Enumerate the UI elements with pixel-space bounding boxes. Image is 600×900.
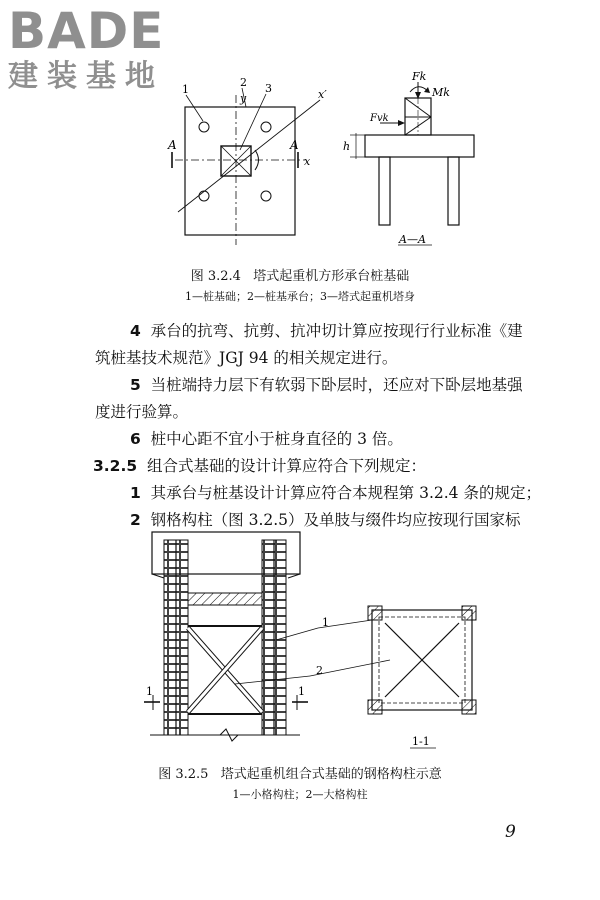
- item-1: 1 其承台与桩基设计计算应符合本规程第 3.2.4 条的规定；: [130, 484, 541, 502]
- label-h: h: [343, 140, 351, 153]
- label-a-right: A: [290, 138, 299, 152]
- label-fig2-2: 2: [316, 664, 323, 677]
- corner-column: [368, 606, 382, 620]
- logo-brand: BADE: [8, 2, 165, 60]
- label-xprime: x′: [318, 88, 327, 101]
- corner-column: [368, 700, 382, 714]
- label-y: y: [240, 92, 247, 105]
- label-fvk: Fvk: [370, 113, 389, 124]
- figure-2-legend: 1—小格构柱；2—大格构柱: [232, 788, 368, 801]
- figure-1-legend: 1—桩基础；2—桩基承台；3—塔式起重机塔身: [185, 290, 415, 303]
- figure-2-caption: 图 3.2.5 塔式起重机组合式基础的钢格构柱示意: [158, 767, 442, 782]
- label-section-aa: A—A: [399, 233, 426, 246]
- paragraph-5-line-2: 度进行验算。: [95, 403, 189, 421]
- label-section-right: 1: [298, 685, 305, 698]
- label-2: 2: [240, 76, 247, 89]
- paragraph-6: 6 桩中心距不宜小于桩身直径的 3 倍。: [130, 430, 403, 448]
- paragraph-4-line-1: 4 承台的抗弯、抗剪、抗冲切计算应按现行行业标准《建: [130, 322, 523, 340]
- clause-3-2-5: 3.2.5 组合式基础的设计计算应符合下列规定：: [93, 457, 426, 475]
- label-a-left: A: [168, 138, 177, 152]
- label-fig2-1: 1: [322, 616, 329, 629]
- label-1: 1: [182, 83, 189, 96]
- hatched-beam: [188, 593, 262, 605]
- logo-subtitle: 建装基地: [8, 59, 164, 94]
- label-3: 3: [265, 82, 272, 95]
- page-number: 9: [505, 822, 516, 842]
- paragraph-5-line-1: 5 当桩端持力层下有软弱下卧层时，还应对下卧层地基强: [130, 376, 523, 394]
- label-section-left: 1: [146, 685, 153, 698]
- paragraph-4-line-2: 筑桩基技术规范》JGJ 94 的相关规定进行。: [95, 349, 398, 367]
- corner-column: [462, 606, 476, 620]
- corner-column: [462, 700, 476, 714]
- figure-1-caption: 图 3.2.4 塔式起重机方形承台桩基础: [190, 269, 410, 284]
- label-mk: Mk: [432, 86, 450, 99]
- item-2: 2 钢格构柱（图 3.2.5）及单肢与缀件均应按现行国家标: [130, 511, 521, 529]
- label-fk: Fk: [412, 70, 427, 83]
- label-section-1-1: 1-1: [412, 735, 430, 748]
- label-x: x: [304, 155, 311, 168]
